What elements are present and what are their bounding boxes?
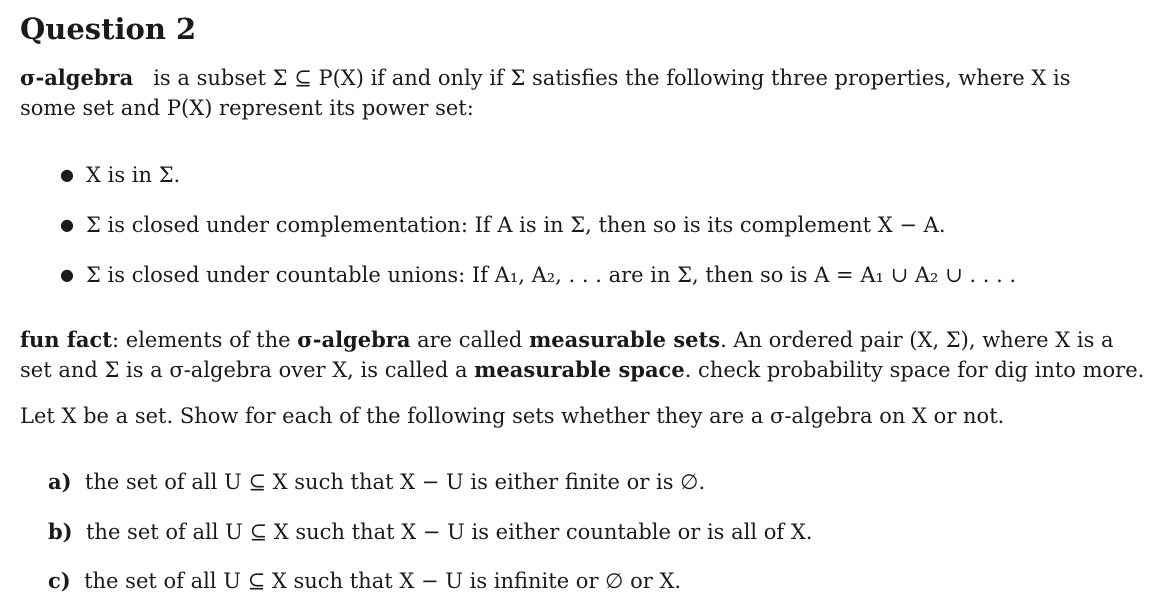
definition-line-1: [20, 64, 1071, 92]
part-text: the set of all U ⊆ X such that X − U is infinite or ∅ or X.: [84, 569, 682, 593]
fun-fact-text: . An ordered pair (X, Σ), where X is a: [720, 328, 1114, 352]
property-item: X is in Σ.: [86, 163, 181, 187]
part-item: [48, 468, 705, 496]
part-label: a): [48, 469, 72, 494]
part-label: b): [48, 519, 73, 544]
fun-fact-text: . check probability space for dig into more.: [684, 358, 1145, 382]
question-title: Question 2: [20, 12, 197, 46]
part-item: [48, 518, 812, 546]
fun-fact-lead: fun fact: [20, 327, 113, 352]
fun-fact-text: : elements of the: [112, 328, 298, 352]
definition-line-2: some set and P(X) represent its power set:: [20, 96, 474, 120]
fun-fact-text: set and Σ is a σ-algebra over X, is called a: [20, 358, 475, 382]
fun-fact-line-1: [20, 326, 1114, 354]
bullet-dot: ●: [60, 215, 74, 234]
instruction: Let X be a set. Show for each of the following sets whether they are a σ-algebra on X or not.: [20, 404, 1005, 428]
fun-fact-term: measurable sets: [529, 327, 721, 352]
fun-fact-term: measurable space: [474, 357, 685, 382]
part-text: the set of all U ⊆ X such that X − U is either countable or is all of X.: [85, 520, 813, 544]
definition-text-1: is a subset Σ ⊆ P(X) if and only if Σ satisfies the following three properties, where X is: [153, 66, 1071, 90]
fun-fact-line-2: [20, 356, 1144, 384]
bullet-dot: ●: [60, 265, 74, 284]
fun-fact-text: are called: [410, 328, 530, 352]
property-item: Σ is closed under complementation: If A is in Σ, then so is its complement X − A.: [86, 213, 946, 237]
part-text: the set of all U ⊆ X such that X − U is either finite or is ∅.: [84, 470, 706, 494]
fun-fact-term: σ-algebra: [297, 327, 411, 352]
property-item: Σ is closed under countable unions: If A₁, A₂, . . . are in Σ, then so is A = A₁ ∪ A₂ ∪ . . . .: [86, 263, 1017, 287]
bullet-dot: ●: [60, 165, 74, 184]
part-label: c): [48, 568, 71, 593]
part-item: [48, 567, 681, 595]
definition-term: σ-algebra: [20, 65, 134, 90]
